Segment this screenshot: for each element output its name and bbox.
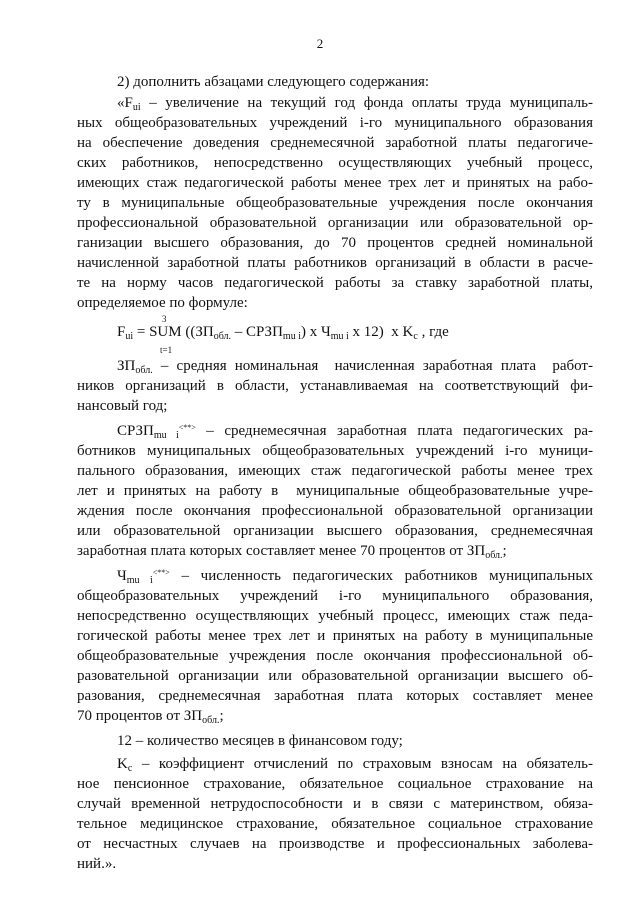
text-span: ) x Ч [300,324,331,340]
text-span: – коэффициент отчислений по страховым взносам на обязатель- [132,756,593,772]
text-span: СРЗП [117,423,154,439]
text-span: «F [117,95,133,111]
text-span: – увеличение на текущий год фонда оплаты труда муниципаль- [140,95,593,111]
text-span: K [117,756,128,772]
text-span: – СРЗП [231,324,283,340]
subscript: c [127,763,133,774]
text-span: , где [417,324,449,340]
subscript: mu i [126,575,153,586]
subscript: mu i [282,331,301,342]
para-ch-line: гогической работы менее трех лет и принятых на работу в муниципальные [77,628,593,644]
text-span: 70 процентов от ЗП [77,708,203,724]
text-span: заработная плата которых составляет менее 70 процентов от ЗП [77,543,486,559]
para-k-line: от несчастных случаев на производстве и профессиональных заболева- [77,836,593,852]
para-ch-line: общеобразовательные учреждения после окончания профессиональной об- [77,648,593,664]
text-span: x 12) x K [348,324,414,340]
para-k-line: случай временной нетрудоспособности и в связи с материнством, обяза- [77,796,593,812]
para-srzp-line: пального образования, имеющих стаж педагогической работы менее трех [77,463,593,479]
para-k-line: тельное медицинское страхование, обязательное социальное страхование [77,816,593,832]
para-srzp-line: ботников муниципальных общеобразовательных учреждений i-го муници- [77,443,593,459]
para-12-line: 12 – количество месяцев в финансовом году; [117,733,403,749]
para-srzp-line: лет и принятых на работу в муниципальные общеобразовательные учре- [77,483,593,499]
superscript: <**> [152,568,170,577]
para-f-line: ных общеобразовательных учреждений i-го муниципального образования [77,115,593,131]
para-ch-last-line [77,708,224,725]
para-k-first-line [117,756,593,773]
sum-lower-limit: t=1 [160,345,173,355]
para-ch-line: общеобразовательных учреждений i-го муниципального образования, [77,588,593,604]
para-srzp-last-line [77,543,507,560]
subscript: обл. [213,331,232,342]
subscript: обл. [202,715,220,726]
para-f-line: на обеспечение доведения среднемесячной заработной платы педагогиче- [77,135,593,151]
text-span: F [117,324,126,340]
para-k-last-line: ний.». [77,856,117,872]
para-k-line: ное пенсионное страхование, обязательное социальное страхование на [77,776,593,792]
subscript: ui [125,331,134,342]
para-srzp-line: или образовательной организации высшего образования, среднемесячная [77,523,593,539]
para-f-first-line [117,95,593,112]
text-span: ЗП [117,358,136,374]
subscript: обл. [135,365,153,376]
para-zp-line: ников организаций в области, устанавливаемая на соответствующий фи- [77,378,593,394]
formula-line [117,324,449,341]
para-f-line: профессиональной образовательной организации или образовательной ор- [77,215,593,231]
para-f-line: ганизации высшего образования, до 70 процентов средней номинальной [77,235,593,251]
text-span: – средняя номинальная начисленная заработная плата работ- [152,358,593,374]
para-zp-last-line: нансовый год; [77,398,168,414]
heading-line: 2) дополнить абзацами следующего содержания: [117,74,430,90]
para-ch-line: разовательной организации или образовательной организации высшего об- [77,668,593,684]
para-f-line: имеющих стаж педагогической работы менее трех лет и принятых на рабо- [77,175,593,191]
text-span: = SUM ((ЗП [133,324,214,340]
superscript: <**> [178,423,196,432]
para-zp-first-line [117,358,593,375]
para-ch-first-line [117,568,593,585]
para-f-line: ту в муниципальные общеобразовательные учреждения после окончания [77,195,593,211]
subscript: mu i [330,331,349,342]
page-number: 2 [316,36,324,51]
para-ch-line: разования, среднемесячная заработная плата которых составляет менее [77,688,593,704]
subscript: c [413,331,418,342]
para-f-line: ских работников, непосредственно осуществляющих учебный процесс, [77,155,593,171]
text-span: – среднемесячная заработная плата педагогических ра- [195,423,593,439]
subscript: ui [132,102,141,113]
para-f-line: начисленной заработной платы работников организаций в области в расче- [77,255,593,271]
para-srzp-first-line [117,423,593,440]
sum-upper-limit: 3 [162,314,167,324]
para-f-line: те на норму часов педагогической работы за ставку заработной платы, [77,275,593,291]
subscript: обл. [485,550,503,561]
text-span: – численность педагогических работников муниципальных [169,568,593,584]
text-span: Ч [117,568,127,584]
subscript: mu i [153,430,179,441]
text-span: ; [502,543,507,559]
para-f-last-line: определяемое по формуле: [77,295,248,311]
text-span: ; [219,708,224,724]
para-srzp-line: ждения после окончания профессиональной образовательной организации [77,503,593,519]
para-ch-line: непосредственно осуществляющих учебный процесс, имеющих стаж педа- [77,608,593,624]
